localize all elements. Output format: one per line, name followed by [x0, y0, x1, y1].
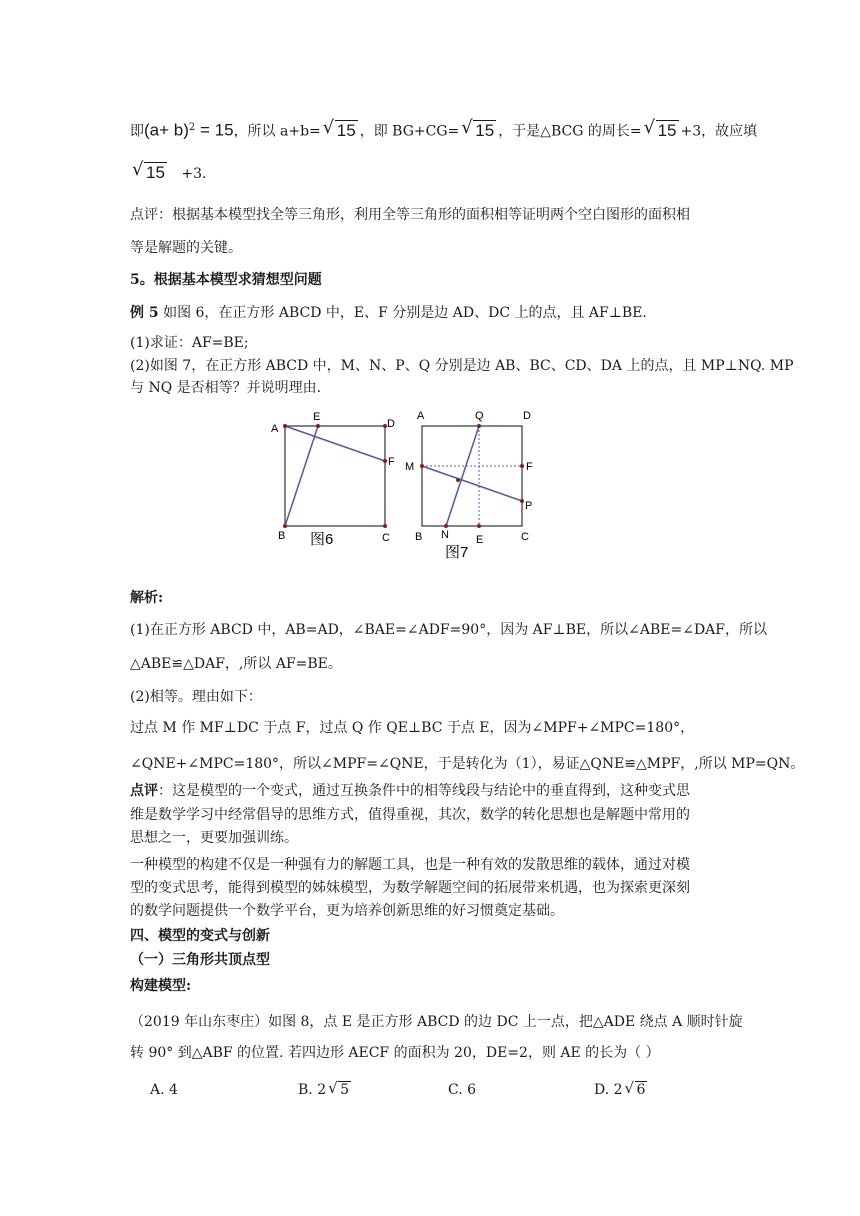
problem-line-1: （2019 年山东枣庄）如图 8，点 E 是正方形 ABCD 的边 DC 上一点，把△ADE 绕点 A 顺时针旋 — [130, 1014, 743, 1030]
analysis-2-line-2: 过点 M 作 MF⊥DC 于点 F，过点 Q 作 QE⊥BC 于点 E，因为∠MPF+∠MPC=180°， — [130, 720, 695, 736]
figure-6 — [265, 405, 405, 555]
label-f: F — [388, 456, 395, 468]
label-m: M — [405, 461, 415, 473]
analysis-2: (2)相等。理由如下： — [130, 689, 262, 705]
text: ，所以 a+b= — [233, 123, 321, 140]
option-d: D. 2 √ 6 — [594, 1079, 646, 1098]
figure-7 — [405, 405, 545, 570]
label-c: C — [521, 531, 529, 543]
label-d: D — [523, 410, 531, 422]
paragraph-line-1: 一种模型的构建不仅是一种强有力的解题工具，也是一种有效的发散思维的载体，通过对模 — [130, 857, 690, 873]
comment-2-line-3: 思想之一，更要加强训练。 — [130, 830, 298, 846]
text: +3. — [181, 166, 207, 182]
comment-1-line-2: 等是解题的关键。 — [130, 240, 242, 256]
analysis-1-line-2: △ABE≌△DAF，,所以 AF=BE。 — [130, 656, 342, 672]
option-c: C. 6 — [448, 1082, 477, 1098]
paragraph-line-3: 的数学问题提供一个数学平台，更为培养创新思维的好习惯奠定基础。 — [130, 903, 564, 919]
label-a: A — [271, 423, 279, 435]
analysis-heading: 解析: — [130, 590, 164, 606]
comment-2-line-2: 维是数学学习中经常倡导的思维方式，值得重视，其次，数学的转化思想也是解题中常用的 — [130, 807, 690, 823]
option-b: B. 2 √ 5 — [298, 1079, 350, 1098]
math-expr: (a+ b) — [144, 120, 189, 140]
question-2-line-2: 与 NQ 是否相等？并说明理由. — [130, 380, 322, 396]
text: +3，故应填 — [680, 123, 758, 140]
sqrt: √ 15 — [461, 116, 495, 140]
caption-fig7: 图7 — [445, 544, 469, 561]
label-p: P — [525, 500, 533, 512]
label-q: Q — [475, 410, 484, 422]
section-5-heading: 5。根据基本模型求猜想型问题 — [130, 272, 322, 288]
problem-line-2: 转 90° 到△ABF 的位置. 若四边形 AECF 的面积为 20，DE=2，则 AE 的长为（ ） — [130, 1045, 660, 1061]
label-e: E — [313, 411, 321, 423]
sqrt: √ 15 — [643, 116, 677, 140]
label-c: C — [382, 532, 390, 544]
label-b: B — [415, 531, 423, 543]
math-eq: = 15 — [195, 120, 234, 140]
label-b: B — [278, 530, 286, 542]
subsection-1-heading: （一）三角形共顶点型 — [130, 952, 270, 968]
sqrt: √ 15 — [322, 116, 356, 140]
line-2 — [130, 159, 207, 184]
analysis-2-line-3: ∠QNE+∠MPC=180°，所以∠MPF=∠QNE，于是转化为（1），易证△QNE≌△MPF，,所以 MP=QN。 — [130, 756, 805, 772]
comment-2-line-1: 点评：这是模型的一个变式，通过互换条件中的相等线段与结论中的垂直得到，这种变式思 — [130, 783, 690, 799]
label-d: D — [387, 418, 395, 430]
text: ，于是△BCG 的周长= — [498, 123, 642, 140]
text: 即 — [130, 123, 144, 140]
question-2-line-1: (2)如图 7，在正方形 ABCD 中，M、N、P、Q 分别是边 AB、BC、CD、DA 上的点，且 MP⊥NQ. MP — [130, 358, 794, 374]
label-n: N — [441, 529, 449, 541]
option-a: A. 4 — [150, 1082, 178, 1098]
label-f: F — [526, 461, 533, 473]
section-4-heading: 四、模型的变式与创新 — [130, 928, 270, 944]
text: ，即 BG+CG= — [359, 123, 460, 140]
build-model-heading: 构建模型: — [130, 978, 192, 994]
analysis-1-line-1: (1)在正方形 ABCD 中，AB=AD，∠BAE=∠ADF=90°，因为 AF⊥BE，所以∠ABE=∠DAF，所以 — [130, 622, 767, 638]
comment-1-line-1: 点评：根据基本模型找全等三角形，利用全等三角形的面积相等证明两个空白图形的面积相 — [130, 207, 690, 223]
example-5: 例 5 如图 6，在正方形 ABCD 中，E、F 分别是边 AD、DC 上的点，且 AF⊥BE. — [130, 305, 647, 321]
line-1 — [130, 118, 757, 142]
label-a: A — [417, 410, 425, 422]
paragraph-line-2: 型的变式思考，能得到模型的姊妹模型，为数学解题空间的拓展带来机遇，也为探索更深刻 — [130, 880, 690, 896]
label-e: E — [476, 534, 484, 546]
question-1: (1)求证：AF=BE; — [130, 335, 249, 351]
sqrt: √ 15 — [132, 159, 165, 182]
caption-fig6: 图6 — [310, 531, 334, 548]
math-sup: 2 — [188, 122, 196, 133]
